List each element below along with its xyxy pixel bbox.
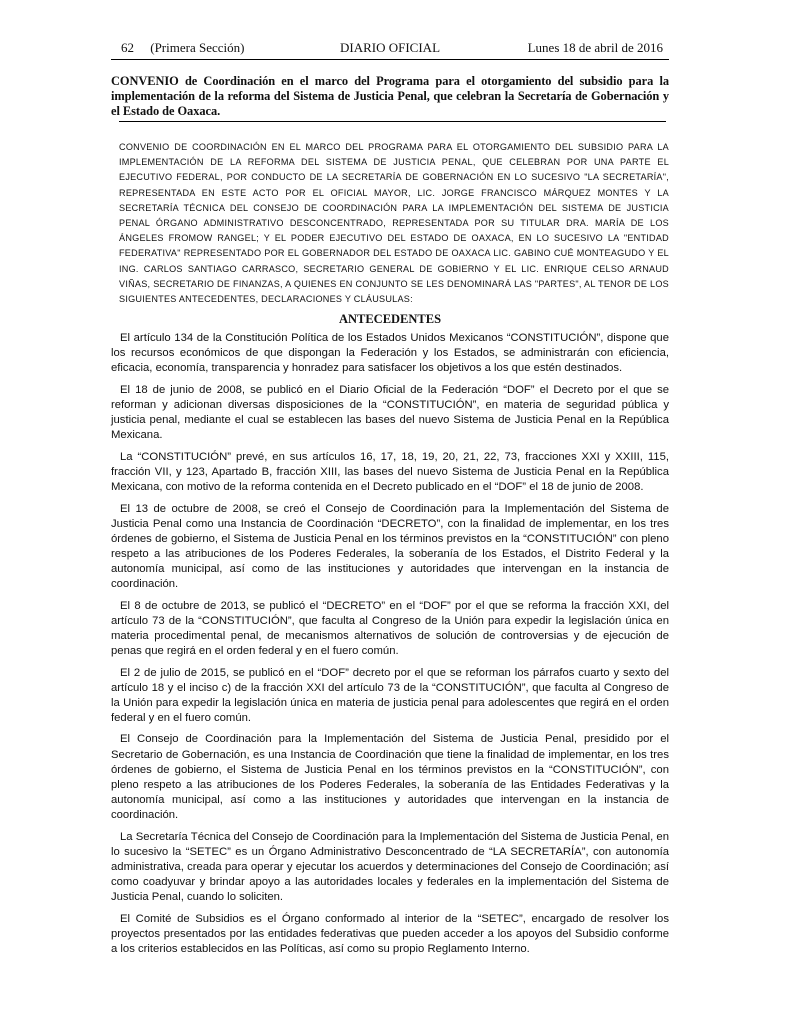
paragraph: El 13 de octubre de 2008, se creó el Consejo de Coordinación para la Implementación del Sistema de Justicia Penal como una Instancia de Coordinación “DECRETO”, con la finalidad de implementar, en los tres órdenes de gobierno, el Sistema de Justicia Penal en los términos previstos en la “CONSTITUCIÓN” con pleno respeto a las atribuciones de los Poderes Federales, la soberanía de los Estados, el Distrito Federal y la autonomía municipal, así como de las instituciones y autoridades que intervengan en la instancia de coordinación. [111,502,669,591]
page-header [111,40,669,58]
paragraph: El Consejo de Coordinación para la Implementación del Sistema de Justicia Penal, presidido por el Secretario de Gobernación, es una Instancia de Coordinación que tiene la finalidad de implementar, en los tres órdenes de gobierno, el Sistema de Justicia Penal en los términos previstos en la “CONSTITUCIÓN”, con pleno respeto a las atribuciones de los Poderes Federales, la soberanía de las Entidades Federativas y la autonomía municipal, así como a las instituciones y autoridades que intervengan en la instancia de coordinación. [111,733,669,821]
preamble: CONVENIO DE COORDINACIÓN EN EL MARCO DEL PROGRAMA PARA EL OTORGAMIENTO DEL SUBSIDIO PARA LA IMPLEMENTACIÓN DE LA REFORMA DEL SISTEMA DE JUSTICIA PENAL, QUE CELEBRAN POR UNA PARTE EL EJECUTIVO FEDERAL, POR CONDUCTO DE LA SECRETARÍA DE GOBERNACIÓN EN LO SUCESIVO "LA SECRETARÍA", REPRESENTADA EN ESTE ACTO POR EL OFICIAL MAYOR, LIC. JORGE FRANCISCO MÁRQUEZ MONTES Y LA SECRETARÍA TÉCNICA DEL CONSEJO DE COORDINACIÓN PARA LA IMPLEMENTACIÓN DEL SISTEMA DE JUSTICIA PENAL ÓRGANO ADMINISTRATIVO DESCONCENTRADO, REPRESENTADA POR SU TITULAR DRA. MARÍA DE LOS ÁNGELES FROMOW RANGEL; Y EL PODER EJECUTIVO DEL ESTADO DE OAXACA, EN LO SUCESIVO LA "ENTIDAD FEDERATIVA" REPRESENTADO POR EL GOBERNADOR DEL ESTADO DE OAXACA LIC. GABINO CUÉ MONTEAGUDO Y EL ING. CARLOS SANTIAGO CARRASCO, SECRETARIO GENERAL DE GOBIERNO Y EL LIC. ENRIQUE CELSO ARNAUD VIÑAS, SECRETARIO DE FINANZAS, A QUIENES EN CONJUNTO SE LES DENOMINARÁ LAS "PARTES", AL TENOR DE LOS SIGUIENTES ANTECEDENTES, DECLARACIONES Y CLÁUSULAS: [119,142,669,305]
paragraph: La Secretaría Técnica del Consejo de Coordinación para la Implementación del Sistema de Justicia Penal, en lo sucesivo la “SETEC” es un Órgano Administrativo Desconcentrado de “LA SECRETARÍA”, con autonomía administrativa, creada para operar y ejecutar los acuerdos y determinaciones del Consejo de Coordinación; así como coadyuvar y brindar apoyo a las autoridades locales y federales en la implementación del Sistema de Justicia Penal, cuando lo soliciten. [111,830,669,903]
paragraph: La “CONSTITUCIÓN” prevé, en sus artículos 16, 17, 18, 19, 20, 21, 22, 73, fracciones XXI y XXIII, 115, fracción VII, y 123, Apartado B, fracción XIII, las bases del nuevo Sistema de Justicia Penal en la República Mexicana, con motivo de la reforma contenida en el Decreto publicado en el “DOF” el 18 de junio de 2008. [111,450,669,494]
paragraph: El 8 de octubre de 2013, se publicó el “DECRETO” en el “DOF” por el que se reforma la fracción XXI, del artículo 73 de la “CONSTITUCIÓN”, que faculta al Congreso de la Unión para expedir la legislación única en materia procedimental penal, de mecanismos alternativos de solución de controversias y de ejecución de penas que regirá en el orden federal y en el fuero común. [111,599,669,658]
title-rule [119,121,666,122]
body-text [111,331,669,957]
publication-name: DIARIO OFICIAL [339,40,441,55]
document-page [111,40,669,963]
paragraph: El artículo 134 de la Constitución Política de los Estados Unidos Mexicanos “CONSTITUCIÓN”, dispone que los recursos económicos de que dispongan la Federación y los Estados, se administrarán con eficiencia, eficacia, economía, transparencia y honradez para satisfacer los objetivos a los que estén destinados. [111,332,669,375]
paragraph: El 18 de junio de 2008, se publicó en el Diario Oficial de la Federación “DOF” el Decreto por el que se reforman y adicionan diversas disposiciones de la “CONSTITUCIÓN”, en materia de seguridad pública y justicia penal, mediante el cual se establecen las bases del nuevo Sistema de Justicia Penal en la República Mexicana. [111,384,669,442]
paragraph: El 2 de julio de 2015, se publicó en el “DOF” decreto por el que se reforman los párrafos cuarto y sexto del artículo 18 y el inciso c) de la fracción XXI del artículo 73 de la “CONSTITUCIÓN”, que faculta al Congreso de la Unión para expedir la legislación única en materia de justicia penal para adolescentes que regirá en el orden federal y en el fuero común. [111,666,669,724]
paragraph: El Comité de Subsidios es el Órgano conformado al interior de la “SETEC”, encargado de resolver los proyectos presentados por las entidades federativas que pueden acceder a los apoyos del Subsidio conforme a los criterios establecidos en las Políticas, así como su propio Reglamento Interno. [111,912,669,955]
page-number-section: 62 (Primera Sección) [121,40,245,55]
header-rule [111,59,669,60]
publication-date: Lunes 18 de abril de 2016 [527,40,663,55]
document-title: CONVENIO de Coordinación en el marco del Programa para el otorgamiento del subsidio para la implementación de la reforma del Sistema de Justicia Penal, que celebran la Secretaría de Gobernación y el Estado de Oaxaca. [111,74,669,118]
section-heading: ANTECEDENTES [338,312,442,327]
